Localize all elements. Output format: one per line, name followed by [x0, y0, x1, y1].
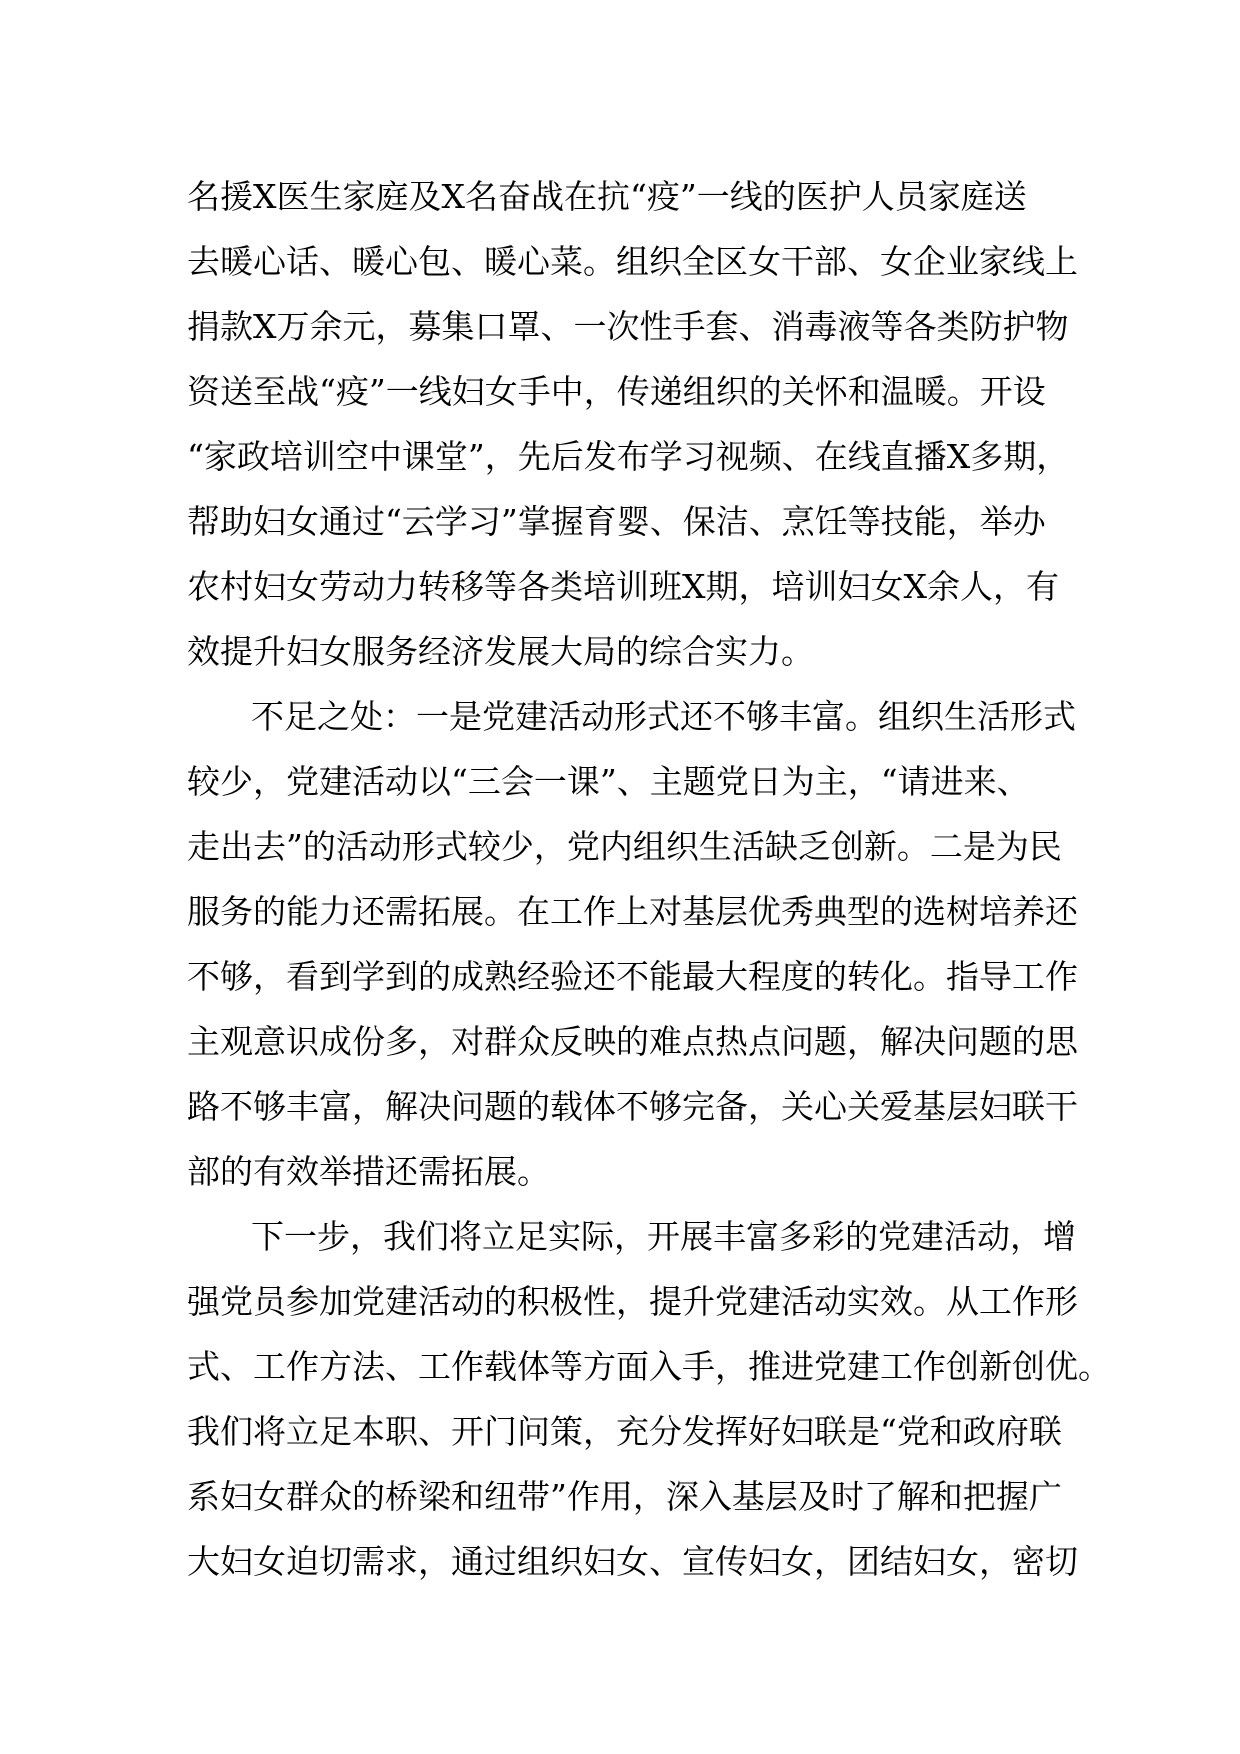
- paragraph-1: [187, 164, 1078, 684]
- text-line: “家政培训空中课堂”，先后发布学习视频、在线直播Ⅹ多期，: [187, 437, 1070, 476]
- text-line: 资送至战“疫”一线妇女手中，传递组织的关怀和温暖。开设: [187, 372, 1046, 411]
- text-line: 名援Ⅹ医生家庭及Ⅹ名奋战在抗“疫”一线的医护人员家庭送: [187, 177, 1027, 216]
- text-line: 路不够丰富，解决问题的载体不够完备，关心关爱基层妇联干: [187, 1087, 1078, 1126]
- text-line: 不够，看到学到的成熟经验还不能最大程度的转化。指导工作: [187, 957, 1078, 996]
- text-line: 下一步，我们将立足实际，开展丰富多彩的党建活动，增: [251, 1217, 1076, 1256]
- text-line: 捐款Ⅹ万余元，募集口罩、一次性手套、消毒液等各类防护物: [187, 307, 1069, 346]
- text-line: 系妇女群众的桥梁和纽带”作用，深入基层及时了解和把握广: [187, 1477, 1062, 1516]
- text-line: 主观意识成份多，对群众反映的难点热点问题，解决问题的思: [187, 1022, 1078, 1061]
- text-line: 帮助妇女通过“云学习”掌握育婴、保洁、烹饪等技能，举办: [187, 502, 1046, 541]
- text-line: 式、工作方法、工作载体等方面入手，推进党建工作创新创优。: [187, 1347, 1111, 1386]
- text-line: 不足之处：一是党建活动形式还不够丰富。组织生活形式: [251, 697, 1076, 736]
- text-line: 走出去”的活动形式较少，党内组织生活缺乏创新。二是为民: [187, 827, 1062, 866]
- text-line: 大妇女迫切需求，通过组织妇女、宣传妇女，团结妇女，密切: [187, 1542, 1078, 1581]
- text-line: 农村妇女劳动力转移等各类培训班Ⅹ期，培训妇女Ⅹ余人，有: [187, 567, 1059, 606]
- text-line: 效提升妇女服务经济发展大局的综合实力。: [187, 632, 814, 671]
- text-line: 去暖心话、暖心包、暖心菜。组织全区女干部、女企业家线上: [187, 242, 1078, 281]
- paragraph-2: [187, 684, 1078, 1204]
- paragraph-3: [187, 1204, 1111, 1594]
- text-line: 服务的能力还需拓展。在工作上对基层优秀典型的选树培养还: [187, 892, 1078, 931]
- document-body: [187, 164, 1111, 1594]
- text-line: 部的有效举措还需拓展。: [187, 1152, 550, 1191]
- text-line: 强党员参加党建活动的积极性，提升党建活动实效。从工作形: [187, 1282, 1078, 1321]
- text-line: 我们将立足本职、开门问策，充分发挥好妇联是“党和政府联: [187, 1412, 1062, 1451]
- text-line: 较少，党建活动以“三会一课”、主题党日为主，“请进来、: [187, 762, 1030, 801]
